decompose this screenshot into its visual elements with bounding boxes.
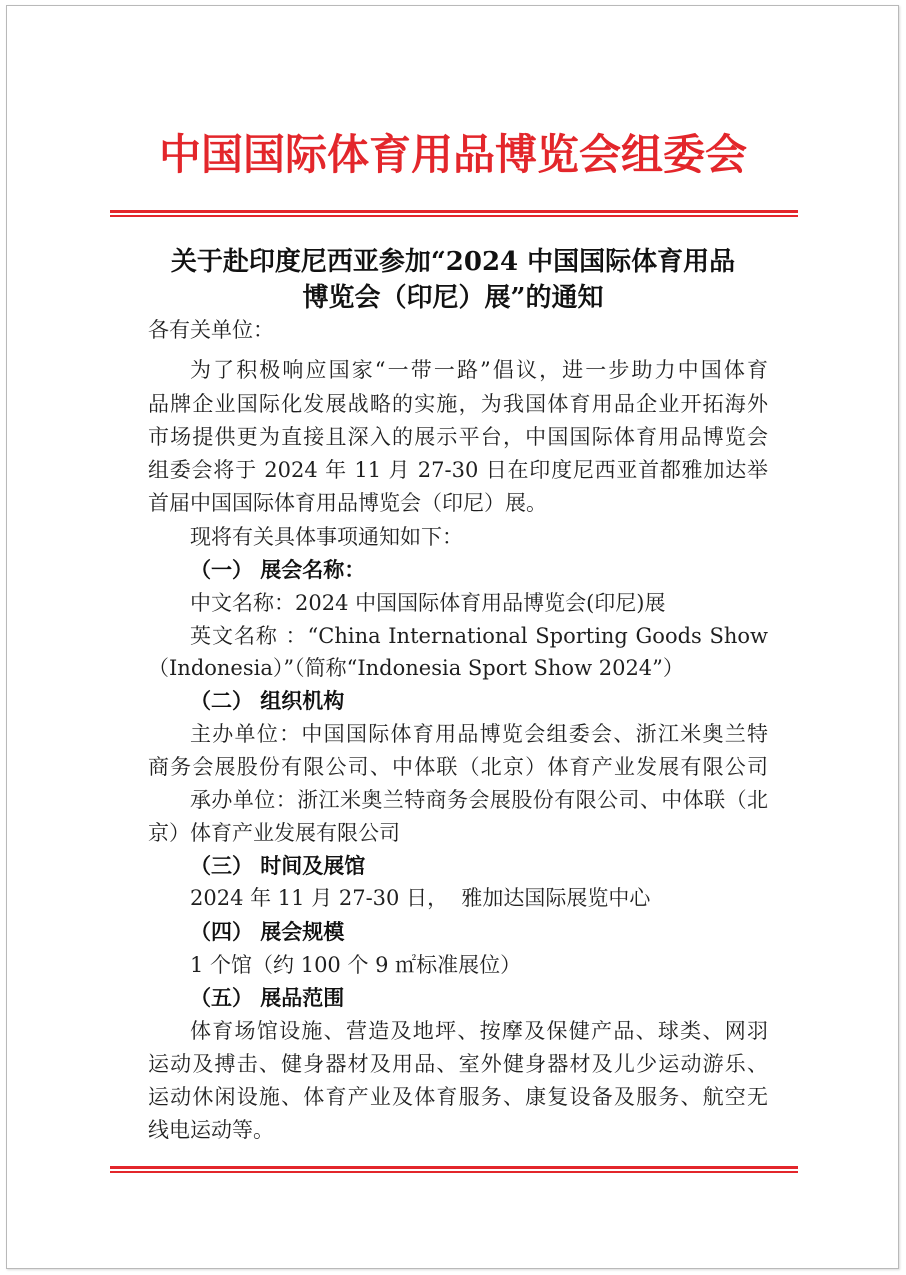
letterhead-red-rule (110, 210, 798, 218)
section-heading-exhibit-scope: （五） 展品范围 (190, 985, 345, 1010)
intro-line: 品牌企业国际化发展战略的实施，为我国体育用品企业开拓海外 (148, 392, 768, 416)
section-heading-organizers: （二） 组织机构 (190, 688, 345, 713)
intro-line: 为了积极响应国家“一带一路”倡议，进一步助力中国体育 (190, 358, 768, 382)
notice-title-line-1: 关于赴印度尼西亚参加“2024 中国国际体育用品 (170, 247, 736, 277)
section-line: 商务会展股份有限公司、中体联（北京）体育产业发展有限公司 (148, 755, 768, 779)
section-line: 运动休闲设施、体育产业及体育服务、康复设备及服务、航空无 (148, 1085, 768, 1109)
intro-line: 市场提供更为直接且深入的展示平台，中国国际体育用品博览会 (148, 425, 768, 449)
section-heading-exhibition-name: （一） 展会名称： (190, 557, 366, 582)
salutation: 各有关单位： (148, 318, 274, 342)
red-rule-thick-line (110, 1166, 798, 1169)
section-line: 运动及搏击、健身器材及用品、室外健身器材及儿少运动游乐、 (148, 1052, 768, 1076)
intro-line: 首届中国国际体育用品博览会（印尼）展。 (148, 491, 547, 515)
section-line: 京）体育产业发展有限公司 (148, 821, 400, 845)
section-line: 1 个馆（约 100 个 9 ㎡标准展位） (190, 953, 522, 977)
letterhead-org-title: 中国国际体育用品博览会组委会 (158, 130, 747, 179)
red-rule-thin-line (110, 215, 798, 217)
section-heading-scale: （四） 展会规模 (190, 919, 345, 944)
section-heading-time-venue: （三） 时间及展馆 (190, 853, 366, 878)
section-line: 体育场馆设施、营造及地坪、按摩及保健产品、球类、网羽 (190, 1019, 768, 1043)
footer-red-rule (110, 1166, 798, 1174)
notice-title-line-2: 博览会（印尼）展”的通知 (302, 283, 604, 313)
section-line: 主办单位：中国国际体育用品博览会组委会、浙江米奥兰特 (190, 722, 768, 746)
intro-lead-in: 现将有关具体事项通知如下： (190, 525, 463, 549)
section-line: 2024 年 11 月 27-30 日， 雅加达国际展览中心 (190, 886, 651, 910)
section-line: 线电运动等。 (148, 1118, 274, 1142)
red-rule-thin-line (110, 1171, 798, 1173)
section-line: （Indonesia）”（简称“Indonesia Sport Show 2024”） (148, 656, 684, 680)
section-line: 中文名称：2024 中国国际体育用品博览会(印尼)展 (190, 591, 666, 615)
intro-line: 组委会将于 2024 年 11 月 27-30 日在印度尼西亚首都雅加达举 (148, 458, 768, 482)
section-line: 承办单位：浙江米奥兰特商务会展股份有限公司、中体联（北 (190, 788, 768, 812)
section-line: 英文名称 ：“China International Sporting Goods Show (190, 624, 768, 648)
red-rule-thick-line (110, 210, 798, 213)
